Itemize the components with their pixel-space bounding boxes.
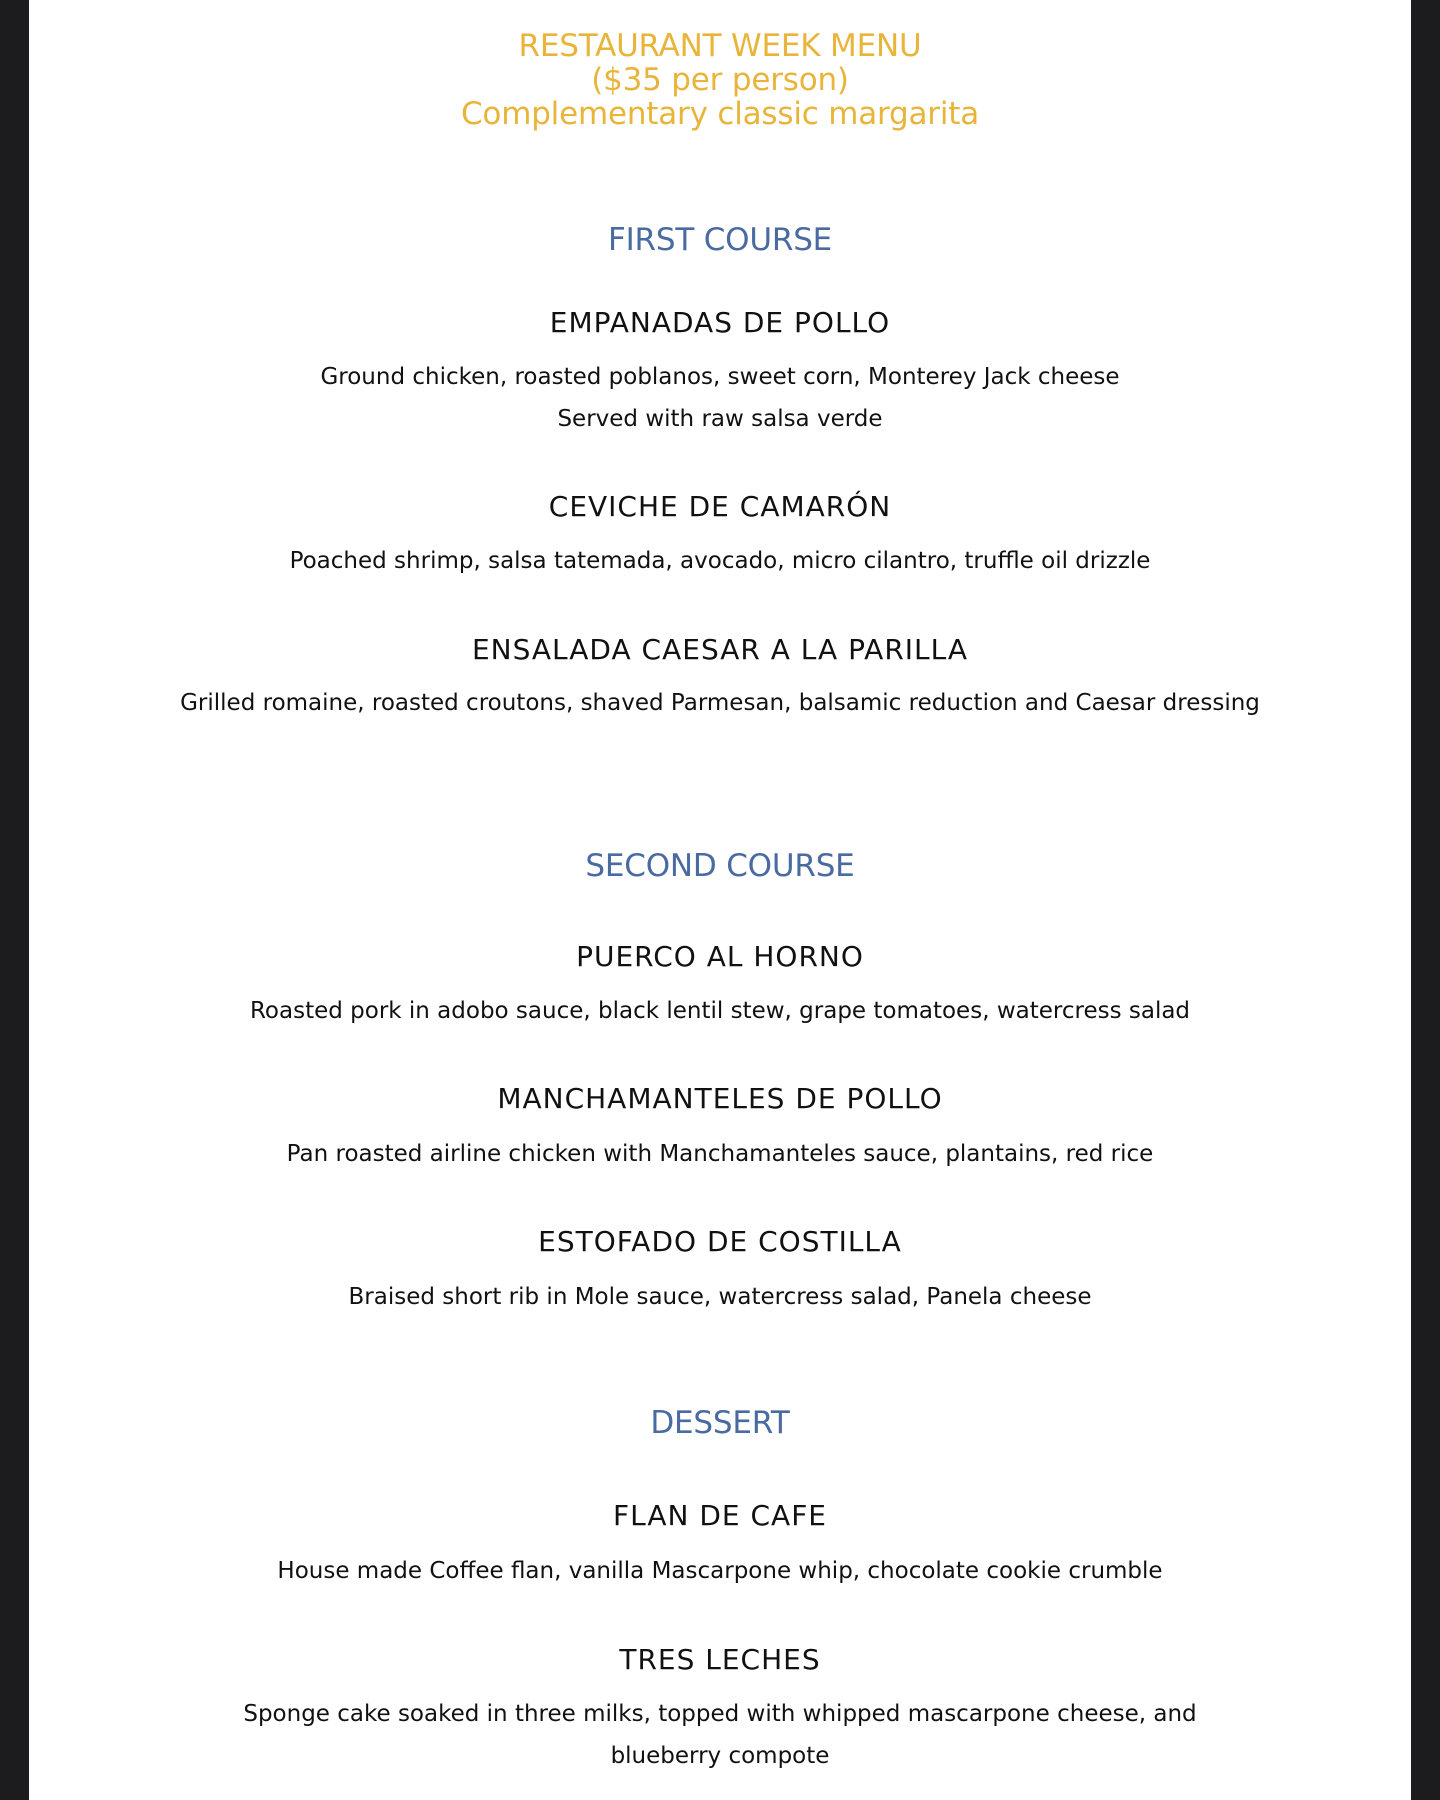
dish-name: PUERCO AL HORNO bbox=[576, 940, 864, 973]
menu-page bbox=[29, 0, 1411, 1800]
dish-description bbox=[29, 990, 1411, 1032]
course-title-second: SECOND COURSE bbox=[585, 848, 855, 884]
dish-description-line: blueberry compote bbox=[610, 1743, 830, 1769]
dish-description-line: Poached shrimp, salsa tatemada, avocado, micro cilantro, truffle oil drizzle bbox=[289, 548, 1151, 574]
dish-description bbox=[29, 540, 1411, 582]
dish-description-line: Served with raw salsa verde bbox=[557, 406, 883, 432]
dish-description bbox=[29, 1133, 1411, 1175]
dish-description-line: Grilled romaine, roasted croutons, shaved Parmesan, balsamic reduction and Caesar dressing bbox=[180, 690, 1260, 716]
dish-name: EMPANADAS DE POLLO bbox=[549, 306, 891, 339]
menu-offer: Complementary classic margarita bbox=[460, 96, 980, 132]
menu-price: ($35 per person) bbox=[591, 62, 849, 98]
dish-description-line: Pan roasted airline chicken with Manchamanteles sauce, plantains, red rice bbox=[286, 1141, 1154, 1167]
dish-name: TRES LECHES bbox=[619, 1643, 821, 1676]
dish-description bbox=[29, 1276, 1411, 1318]
dish-name: CEVICHE DE CAMARÓN bbox=[548, 490, 892, 523]
dish-description-line: Roasted pork in adobo sauce, black lentil stew, grape tomatoes, watercress salad bbox=[249, 998, 1191, 1024]
dish-description-line: Braised short rib in Mole sauce, watercress salad, Panela cheese bbox=[348, 1284, 1092, 1310]
course-title-dessert: DESSERT bbox=[650, 1405, 790, 1441]
course-title-first: FIRST COURSE bbox=[607, 222, 833, 258]
dish-description bbox=[29, 1693, 1411, 1777]
dish-name: MANCHAMANTELES DE POLLO bbox=[497, 1082, 943, 1115]
dish-description-line: Ground chicken, roasted poblanos, sweet corn, Monterey Jack cheese bbox=[320, 364, 1120, 390]
dish-name: FLAN DE CAFE bbox=[612, 1499, 827, 1532]
dish-name: ESTOFADO DE COSTILLA bbox=[538, 1225, 902, 1258]
dish-description-line: Sponge cake soaked in three milks, topped with whipped mascarpone cheese, and bbox=[243, 1701, 1197, 1727]
dish-description bbox=[29, 356, 1411, 440]
dish-description bbox=[29, 1550, 1411, 1592]
menu-title: RESTAURANT WEEK MENU bbox=[518, 28, 922, 64]
dish-name: ENSALADA CAESAR A LA PARILLA bbox=[471, 633, 969, 666]
dish-description bbox=[29, 682, 1411, 724]
dish-description-line: House made Coffee flan, vanilla Mascarpone whip, chocolate cookie crumble bbox=[277, 1558, 1163, 1584]
